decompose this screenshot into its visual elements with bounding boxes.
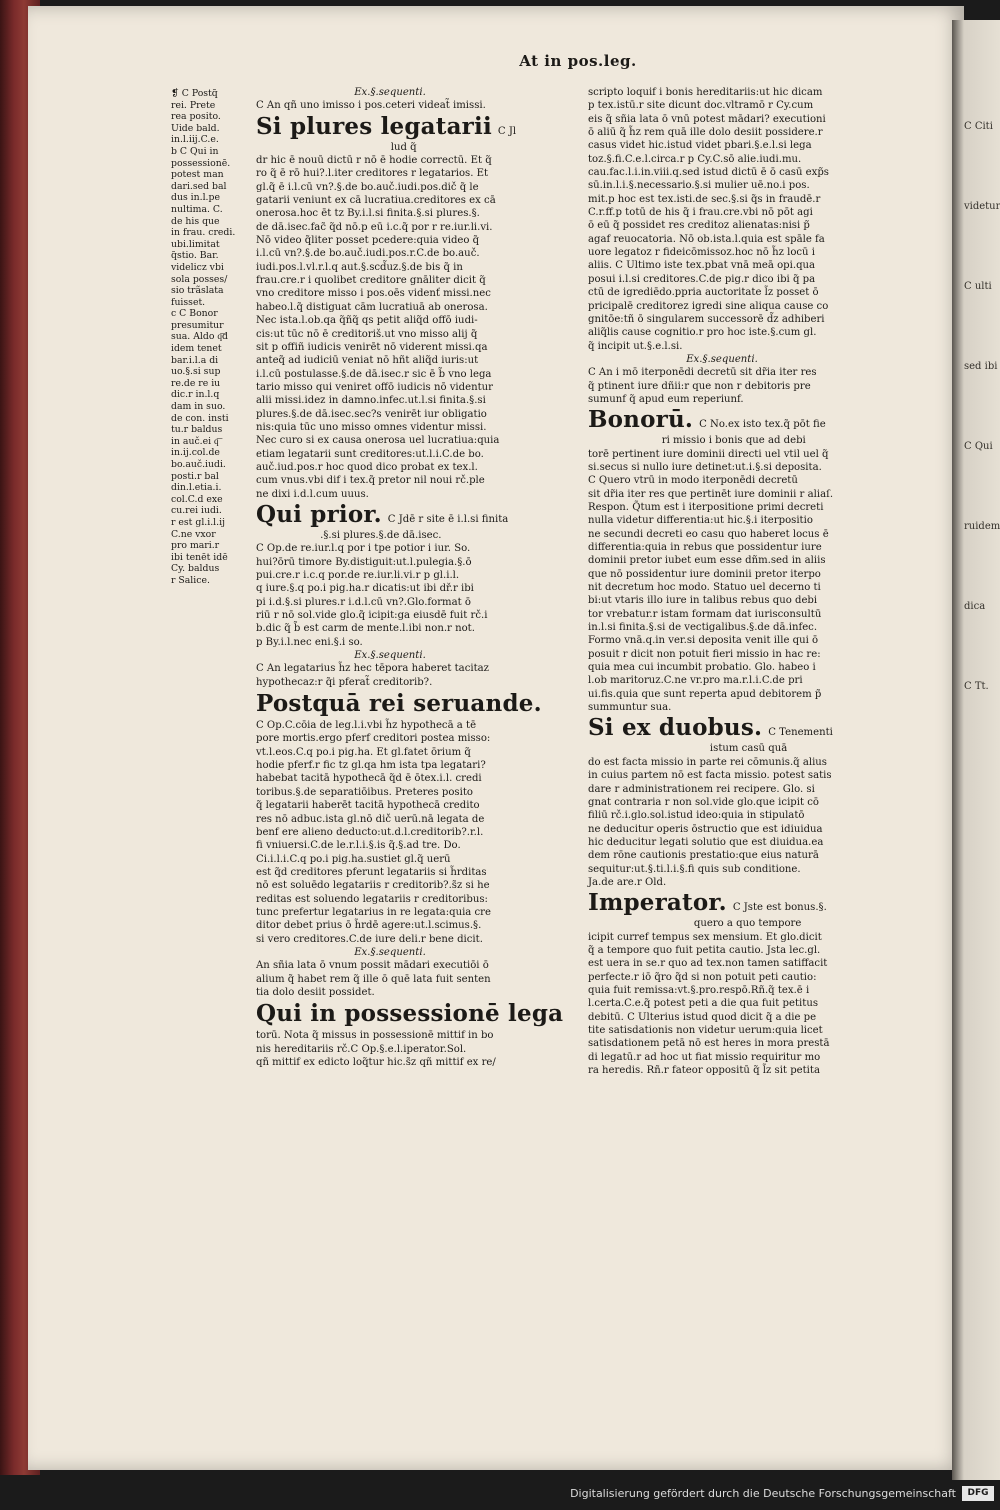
- text-line: ui.fis.quia que sunt reperta apud debitorem p̃: [588, 688, 822, 700]
- lemma-heading: Imperator.: [588, 889, 727, 917]
- text-line: hic deducitur legati solutio que est diuidua.ea: [588, 836, 824, 848]
- text-line: hodie pferf.r fic tz gl.qa hm ista tpa legatari?: [256, 760, 486, 772]
- text-line: alium q̃ habet rem q̃ ille ō quē lata fuit senten: [256, 973, 491, 985]
- text-line: hypothecaz:r q̃i pferat̃ creditorib?.: [256, 676, 433, 688]
- text-line: posui i.l.si creditores.C.de pig.r dico ibi q̃ pa: [588, 273, 816, 285]
- text-line: C Op.de re.iur.l.q por i tpe potior i iur. So.: [256, 543, 471, 555]
- margin-note-line: bar.i.l.a di: [171, 354, 219, 366]
- text-line: C An i mō iterponēdi decretū sit dr̃ia iter res: [588, 367, 817, 379]
- left-column: [256, 86, 564, 1069]
- text-line: quia mea cui incumbit probatio. Glo. habeo i: [588, 662, 816, 674]
- margin-note-line: q̃stio. Bar.: [171, 250, 219, 262]
- text-line: An sñia lata ō vnum possit mādari executiōi ō: [256, 960, 489, 972]
- footer-bar: [0, 1481, 1000, 1510]
- text-line: aliq̃lis cause cognitio.r pro hoc iste.§.cum gl.: [588, 327, 817, 339]
- text-line: ri missio i bonis que ad debi: [588, 435, 806, 447]
- margin-note-line: din.l.etia.i.: [171, 482, 222, 494]
- text-line: gnitōe:tñ ō singularem successorē d̃z adhiberi: [588, 313, 825, 325]
- text-line: dr hic ē nouū dictū r nō ē hodie correctū. Et q̃: [256, 155, 492, 167]
- text-line: lud q̃: [256, 141, 417, 153]
- text-line: q̃ ptinent iure dñii:r que non r debitoris pre: [588, 380, 811, 392]
- text-line: Respon. Q̃tum est i iterpositione primi decreti: [588, 501, 824, 513]
- text-line: ō aliū q̃ h̃z rem quā ille dolo desiit possidere.r: [588, 127, 823, 139]
- text-line: di legatū.r ad hoc ut fiat missio requiritur mo: [588, 1051, 821, 1063]
- lemma-continuation: C Jdē r site ē i.l.si finita: [387, 513, 509, 525]
- text-line: que nō possidentur iure dominii pretor iterpo: [588, 568, 821, 580]
- margin-note-line: fuisset.: [171, 296, 206, 308]
- section-reference: Ex.§.sequenti.: [354, 946, 426, 958]
- text-line: nulla videtur differentia:ut hic.§.i iterpositio: [588, 515, 813, 527]
- margin-note-line: presumitur: [171, 319, 224, 331]
- margin-note-line: r est gl.i.l.ij: [171, 516, 225, 528]
- text-line: tite satisdationis non videtur uerum:quia licet: [588, 1025, 823, 1036]
- margin-note-line: pro mari.r: [171, 540, 220, 552]
- text-line: nis:quia tūc uno misso omnes videntur missi.: [256, 421, 487, 433]
- dfg-logo: DFG: [962, 1486, 994, 1501]
- text-line: C Op.C.cōia de leg.l.i.vbi h̃z hypothecā a tē: [256, 720, 477, 732]
- text-line: benf ere alieno deducto:ut.d.l.creditorib?.r.l.: [256, 826, 484, 838]
- margin-note-line: C.ne vxor: [171, 528, 216, 540]
- text-line: nit decretum hoc modo. Statuo uel decerno ti: [588, 582, 821, 594]
- text-line: auč.iud.pos.r hoc quod dico probat ex tex.l.: [256, 461, 478, 473]
- text-line: sū.in.l.i.§.necessario.§.si mulier uē.no.i pos.: [588, 180, 810, 192]
- text-line: si.secus si nullo iure detinet:ut.i.§.si deposita.: [588, 461, 822, 473]
- lemma-heading-row: [256, 113, 524, 141]
- lemma-heading-row: [588, 889, 856, 917]
- text-line: agaf reuocatoria. Nō ob.ista.l.quia est spāle fa: [588, 233, 825, 245]
- lemma-continuation: C No.ex isto tex.q̃ pōt fie: [699, 419, 826, 431]
- text-line: habebat tacitā hypothecā q̃d ē ōtex.i.l. credi: [256, 773, 482, 785]
- lemma-heading-row: [588, 714, 856, 742]
- text-line: cau.fac.l.i.in.viii.q.sed istud dictū ē ō casū exp̃s: [588, 167, 829, 179]
- margin-note: [171, 88, 241, 587]
- text-line: perfecte.r iō q̃ro q̃d si non potuit peti cautio:: [588, 971, 817, 983]
- text-line: iudi.pos.l.vl.r.l.q aut.§.scd̃uz.§.de bis q̃ in: [256, 261, 463, 273]
- text-line: debitū. C Ulterius istud quod dicit q̃ a die pe: [588, 1011, 817, 1023]
- text-line: riū r nō sol.vide glo.q̃ icipit:ga eiusdē fuit rč.i: [256, 610, 488, 622]
- next-page-fragment: C Citi: [964, 121, 993, 132]
- next-page-fragment: dica: [964, 601, 986, 612]
- text-line: pui.cre.r i.c.q por.de re.iur.li.vi.r p gl.i.l.: [256, 570, 460, 581]
- lemma-heading-row: [588, 406, 856, 434]
- text-line: est q̃d creditores pferunt legatariis si h̃rditas: [256, 866, 487, 878]
- text-line: Nō video q̃liter posset pcedere:quia video q̃: [256, 235, 480, 247]
- text-line: ne secundi decreti eo casu quo haberet locus ē: [588, 528, 829, 540]
- text-line: casus videt hic.istud videt pbari.§.e.l.si lega: [588, 140, 812, 152]
- text-line: quero a quo tempore: [588, 918, 802, 930]
- margin-note-line: dus in.l.pe: [171, 192, 220, 204]
- text-line: sit p offiñ iudicis venirēt nō viderent missi.qa: [256, 341, 488, 353]
- text-line: nis hereditariis rč.C Op.§.e.l.iperator.Sol.: [256, 1043, 467, 1055]
- margin-note-line: dari.sed bal: [171, 180, 227, 192]
- margin-note-line: in frau. credi.: [171, 227, 236, 239]
- margin-note-line: sola posses/: [171, 273, 228, 285]
- text-line: reditas est soluendo legatariis r creditoribus:: [256, 893, 488, 905]
- text-line: pricipalē creditorez igredi sine aliqua cause co: [588, 300, 829, 312]
- text-line: dare r administrationem rei recipere. Glo. si: [588, 783, 815, 795]
- text-line: vt.l.eos.C.q po.i pig.ha. Et gl.fatet ōrium q̃: [256, 746, 471, 758]
- margin-note-line: Uide bald.: [171, 122, 220, 134]
- book-page: [28, 6, 964, 1470]
- section-reference: Ex.§.sequenti.: [686, 353, 758, 365]
- text-line: scripto loquif i bonis hereditariis:ut hic dicam: [588, 87, 823, 98]
- text-line: ctū de igrediēdo.ppria auctoritate l̃z posset ō: [588, 287, 819, 299]
- text-line: sumunf q̃ apud eum reperiunf.: [588, 393, 744, 405]
- margin-note-line: ibi tenēt idē: [171, 551, 228, 563]
- margin-note-line: rei. Prete: [171, 99, 216, 111]
- margin-note-line: Cy. baldus: [171, 563, 220, 575]
- text-line: sequitur:ut.§.ti.l.i.§.fi quis sub conditione.: [588, 863, 801, 875]
- text-line: nō est soluēdo legatariis r creditorib?.s̃z si he: [256, 880, 490, 892]
- margin-note-line: ❡ C Postq̃: [171, 88, 218, 99]
- text-line: i.l.cū vn?.§.de bo.auč.iudi.pos.r.C.de bo.auč.: [256, 248, 480, 260]
- lemma-heading: Qui prior.: [256, 500, 382, 528]
- text-line: p By.i.l.nec eni.§.i so.: [256, 636, 363, 648]
- text-line: est uera in se.r quo ad tex.non tamen satiffacit: [588, 958, 828, 970]
- text-line: in cuius partem nō est facta missio. potest satis: [588, 770, 832, 782]
- text-line: differentia:quia in rebus que possidentur iure: [588, 542, 822, 553]
- lemma-continuation: C Jl: [497, 125, 517, 137]
- margin-note-line: in.l.iij.C.e.: [171, 134, 219, 146]
- text-line: anteq̃ ad iudiciū veniat nō hñt aliq̃d iuris:ut: [256, 355, 479, 367]
- text-line: ne deducitur operis ōstructio que est idiuidua: [588, 823, 823, 835]
- text-line: istum casū quā: [588, 743, 788, 755]
- margin-note-line: ubi.limitat: [171, 238, 220, 250]
- lemma-heading: Si plures legatarii: [256, 112, 492, 140]
- text-line: toribus.§.de separatiōibus. Preteres posito: [256, 786, 473, 798]
- margin-note-line: cu.rei iudi.: [171, 505, 222, 517]
- text-line: q iure.§.q po.i pig.ha.r dicatis:ut ibi dř.r ibi: [256, 583, 474, 595]
- text-line: cis:ut tūc nō ē creditoriš.ut vno misso alij q̃: [256, 328, 478, 340]
- text-line: Formo vnā.q.in ver.si deposita venit ille qui ō: [588, 635, 819, 647]
- lemma-continuation: C Tenementi: [768, 727, 833, 739]
- margin-note-line: de con. insti: [171, 412, 229, 424]
- text-line: in.l.si finita.§.si de vectigalibus.§.de dā.infec.: [588, 622, 818, 634]
- text-line: pore mortis.ergo pferf creditori postea misso:: [256, 733, 491, 745]
- text-line: filiū rč.i.glo.sol.istud ideo:quia in stipulatō: [588, 810, 805, 822]
- text-line: gnat contraria r non sol.vide glo.que icipit cō: [588, 796, 819, 808]
- text-line: l.ob maritoruz.C.ne vr.pro ma.r.l.i.C.de pri: [588, 675, 803, 687]
- margin-note-line: idem tenet: [171, 343, 222, 355]
- next-page-fragment: C Qui: [964, 441, 993, 452]
- text-line: q̃ a tempore quo fuit petita cautio. Jsta lec.gl.: [588, 944, 821, 956]
- text-line: quia fuit remissa:vt.§.pro.respō.Rñ.q̃ tex.ē i: [588, 984, 810, 996]
- text-line: tor vrebatur.r istam formam dat iurisconsultū: [588, 608, 822, 620]
- text-line: dominii pretor iubet eum esse dñm.sed in aliis: [588, 555, 826, 567]
- margin-note-line: sio trãslata: [171, 285, 224, 297]
- text-line: frau.cre.r i quolibet creditore gnāliter dicit q̃: [256, 275, 486, 287]
- lemma-heading: Si ex duobus.: [588, 714, 763, 742]
- next-page-edge: [952, 20, 1000, 1480]
- text-line: sit dr̃ia iter res que pertinēt iure dominii r aliaſ.: [588, 488, 834, 500]
- text-line: tia dolo desiit possidet.: [256, 986, 375, 998]
- margin-note-line: dic.r in.l.q: [171, 389, 220, 401]
- text-line: posuit r dicit non potuit fieri missio in hac re:: [588, 648, 821, 660]
- margin-note-line: videlicz vbi: [171, 261, 224, 273]
- lemma-heading: Postquā rei seruande.: [256, 690, 542, 718]
- text-line: Ci.i.l.i.C.q po.i pig.ha.sustiet gl.q̃ uerū: [256, 853, 451, 865]
- text-line: res nō adbuc.ista gl.nō dič uerū.nā legata de: [256, 813, 485, 825]
- text-line: mit.p hoc est tex.isti.de sec.§.si q̃s in fraudē.r: [588, 193, 821, 205]
- lemma-heading-row: [256, 501, 524, 529]
- text-line: toz.§.fi.C.e.l.circa.r p Cy.C.sō alie.iudi.mu.: [588, 153, 802, 165]
- text-line: Nec curo si ex causa onerosa uel lucratiua:quia: [256, 435, 500, 447]
- section-reference: Ex.§.sequenti.: [354, 650, 426, 662]
- margin-note-line: rea posito.: [171, 111, 221, 123]
- text-line: bi:ut vtaris illo iure in talibus rebus quo debi: [588, 595, 818, 607]
- section-reference: Ex.§.sequenti.: [354, 87, 426, 98]
- margin-note-line: dam in suo.: [171, 401, 226, 413]
- text-line: eis q̃ sñia lata ō vnū potest mādari? executioni: [588, 113, 826, 125]
- text-line: fi vniuersi.C.de le.r.l.i.§.is q̃.§.ad tre. Do.: [256, 840, 461, 852]
- margin-note-line: sua. Aldo q͞d: [171, 331, 229, 343]
- text-line: q̃ legatarii haberēt tacitā hypothecā credito: [256, 800, 480, 812]
- text-line: torū. Nota q̃ missus in possessionē mittif in bo: [256, 1030, 494, 1042]
- text-line: ro q̃ ē rō hui?.l.iter creditores r legatarios. Et: [256, 168, 489, 180]
- margin-note-line: potest man: [171, 169, 224, 181]
- right-column: [588, 86, 856, 1077]
- lemma-continuation: C Jste est bonus.§.: [732, 902, 827, 914]
- text-line: tario misso qui veniret offō iudicis nō videntur: [256, 381, 493, 393]
- text-line: p tex.istū.r site dicunt doc.vltramō r Cy.cum: [588, 100, 814, 112]
- lemma-heading: Bonorū.: [588, 406, 694, 434]
- text-line: Nec ista.l.ob.qa q̃ñq̃ qs petit aliq̃d offō iudi-: [256, 315, 478, 327]
- text-line: uore legatoz r fideicōmissoz.hoc nō h̃z locū i: [588, 247, 815, 259]
- text-line: plures.§.de dā.isec.sec?s venirēt iur obligatio: [256, 408, 487, 420]
- footer-credit: Digitalisierung gefördert durch die Deutsche Forschungsgemeinschaft: [570, 1487, 956, 1500]
- text-line: cum vnus.vbi dif i tex.q̃ pretor nil noui rč.ple: [256, 475, 485, 487]
- margin-note-line: tu.r baldus: [171, 424, 223, 436]
- text-line: C An qñ uno imisso i pos.ceteri videat̃ imissi.: [256, 100, 486, 112]
- margin-note-line: de his que: [171, 215, 220, 227]
- text-line: C.r.ff.p totū de his q̃ i frau.cre.vbi nō pōt agi: [588, 207, 813, 219]
- text-line: summuntur sua.: [588, 702, 672, 714]
- text-line: gl.q̃ ē i.l.cū vn?.§.de bo.auč.iudi.pos.dič q̃ le: [256, 181, 479, 193]
- text-line: etiam legatarii sunt creditores:ut.l.i.C.de bo.: [256, 448, 484, 460]
- text-line: ra heredis. Rñ.r fateor oppositū q̃ l̃z sit petita: [588, 1065, 820, 1077]
- margin-note-line: b C Qui in: [171, 145, 219, 157]
- text-line: C An legatarius h̃z hec tēpora haberet tacitaz: [256, 663, 489, 675]
- next-page-fragment: sed ibi: [964, 361, 998, 372]
- margin-note-line: possessionē.: [171, 157, 231, 169]
- text-line: do est facta missio in parte rei cōmunis.q̃ alius: [588, 756, 827, 768]
- next-page-fragment: C Tt.: [964, 681, 989, 692]
- margin-note-line: r Salice.: [171, 574, 210, 586]
- text-line: ne dixi i.d.l.cum uuus.: [256, 488, 369, 500]
- text-line: hui?ōrū timore By.distiguit:ut.l.pulegia.§.ō: [256, 556, 472, 568]
- margin-note-line: nultima. C.: [171, 203, 223, 215]
- text-line: de dā.isec.fac̃ q̃d nō.p eū i.c.q̃ por r re.iur.li.vi.: [256, 221, 493, 233]
- next-page-fragment: C ulti: [964, 281, 992, 292]
- margin-note-line: uo.§.si sup: [171, 366, 221, 378]
- lemma-heading: Qui in possessionē lega: [256, 1000, 564, 1028]
- text-line: i.l.cū postulasse.§.de dā.isec.r sic ē b̃ vno lega: [256, 368, 492, 380]
- text-line: satisdationem petā nō est heres in mora prestā: [588, 1038, 830, 1050]
- text-line: b.dic q̃ b̃ est carm de mente.l.ibi non.r not.: [256, 623, 475, 635]
- margin-note-line: col.C.d exe: [171, 493, 223, 505]
- text-line: vno creditore misso i pos.oēs videnť missi.nec: [256, 288, 491, 300]
- text-line: q̃ incipit ut.§.e.l.si.: [588, 340, 683, 352]
- text-line: qñ mittif ex edicto loq̃tur hic.s̃z qñ mittif ex re/: [256, 1057, 496, 1068]
- text-line: aliis. C Ultimo iste tex.pbat vnā meā opi.qua: [588, 260, 816, 272]
- text-line: alii missi.idez in damno.infec.ut.l.si finita.§.si: [256, 395, 486, 407]
- text-line: l.certa.C.e.q̃ potest peti a die qua fuit petitus: [588, 998, 819, 1010]
- margin-note-line: posti.r bal: [171, 470, 219, 482]
- text-line: ō eū q̃ possidet res creditoz alienatas:nisi p̃: [588, 220, 810, 232]
- text-line: habeo.l.q̃ distiguat cām lucratiuā ab onerosa.: [256, 301, 488, 313]
- text-line: onerosa.hoc ēt tz By.i.l.si finita.§.si plures.§.: [256, 208, 480, 220]
- margin-note-line: bo.auč.iudi.: [171, 459, 226, 470]
- text-line: gatarii veniunt ex cā lucratiua.creditores ex cā: [256, 195, 496, 207]
- text-line: Ja.de are.r Old.: [588, 876, 667, 888]
- margin-note-line: c C Bonor: [171, 308, 218, 320]
- running-head: At in pos.leg.: [519, 52, 637, 70]
- margin-note-line: in.ij.col.de: [171, 447, 220, 459]
- margin-note-line: in auč.ei q͞: [171, 435, 219, 447]
- text-line: si vero creditores.C.de iure deli.r bene dicit.: [256, 933, 483, 945]
- text-line: pi i.d.§.si plures.r i.d.l.cū vn?.Glo.format ō: [256, 596, 471, 608]
- next-page-fragment: videtur: [964, 201, 1000, 212]
- margin-note-line: re.de re iu: [171, 377, 221, 389]
- next-page-fragment: ruidem: [964, 521, 1000, 532]
- text-line: .§.si plures.§.de dā.isec.: [256, 529, 442, 541]
- text-line: torē pertinent iure dominii directi uel vtil uel q̃: [588, 448, 829, 460]
- text-line: tunc prefertur legatarius in re legata:quia cre: [256, 906, 491, 918]
- text-line: C Quero vtrū in modo iterponēdi decretū: [588, 475, 798, 487]
- text-line: icipit curref tempus sex mensium. Et glo.dicit: [588, 931, 822, 943]
- text-line: ditor debet prius ō h̃rdē agere:ut.l.scimus.§.: [256, 920, 482, 932]
- text-line: dem rōne cautionis prestatio:que eius naturā: [588, 850, 819, 862]
